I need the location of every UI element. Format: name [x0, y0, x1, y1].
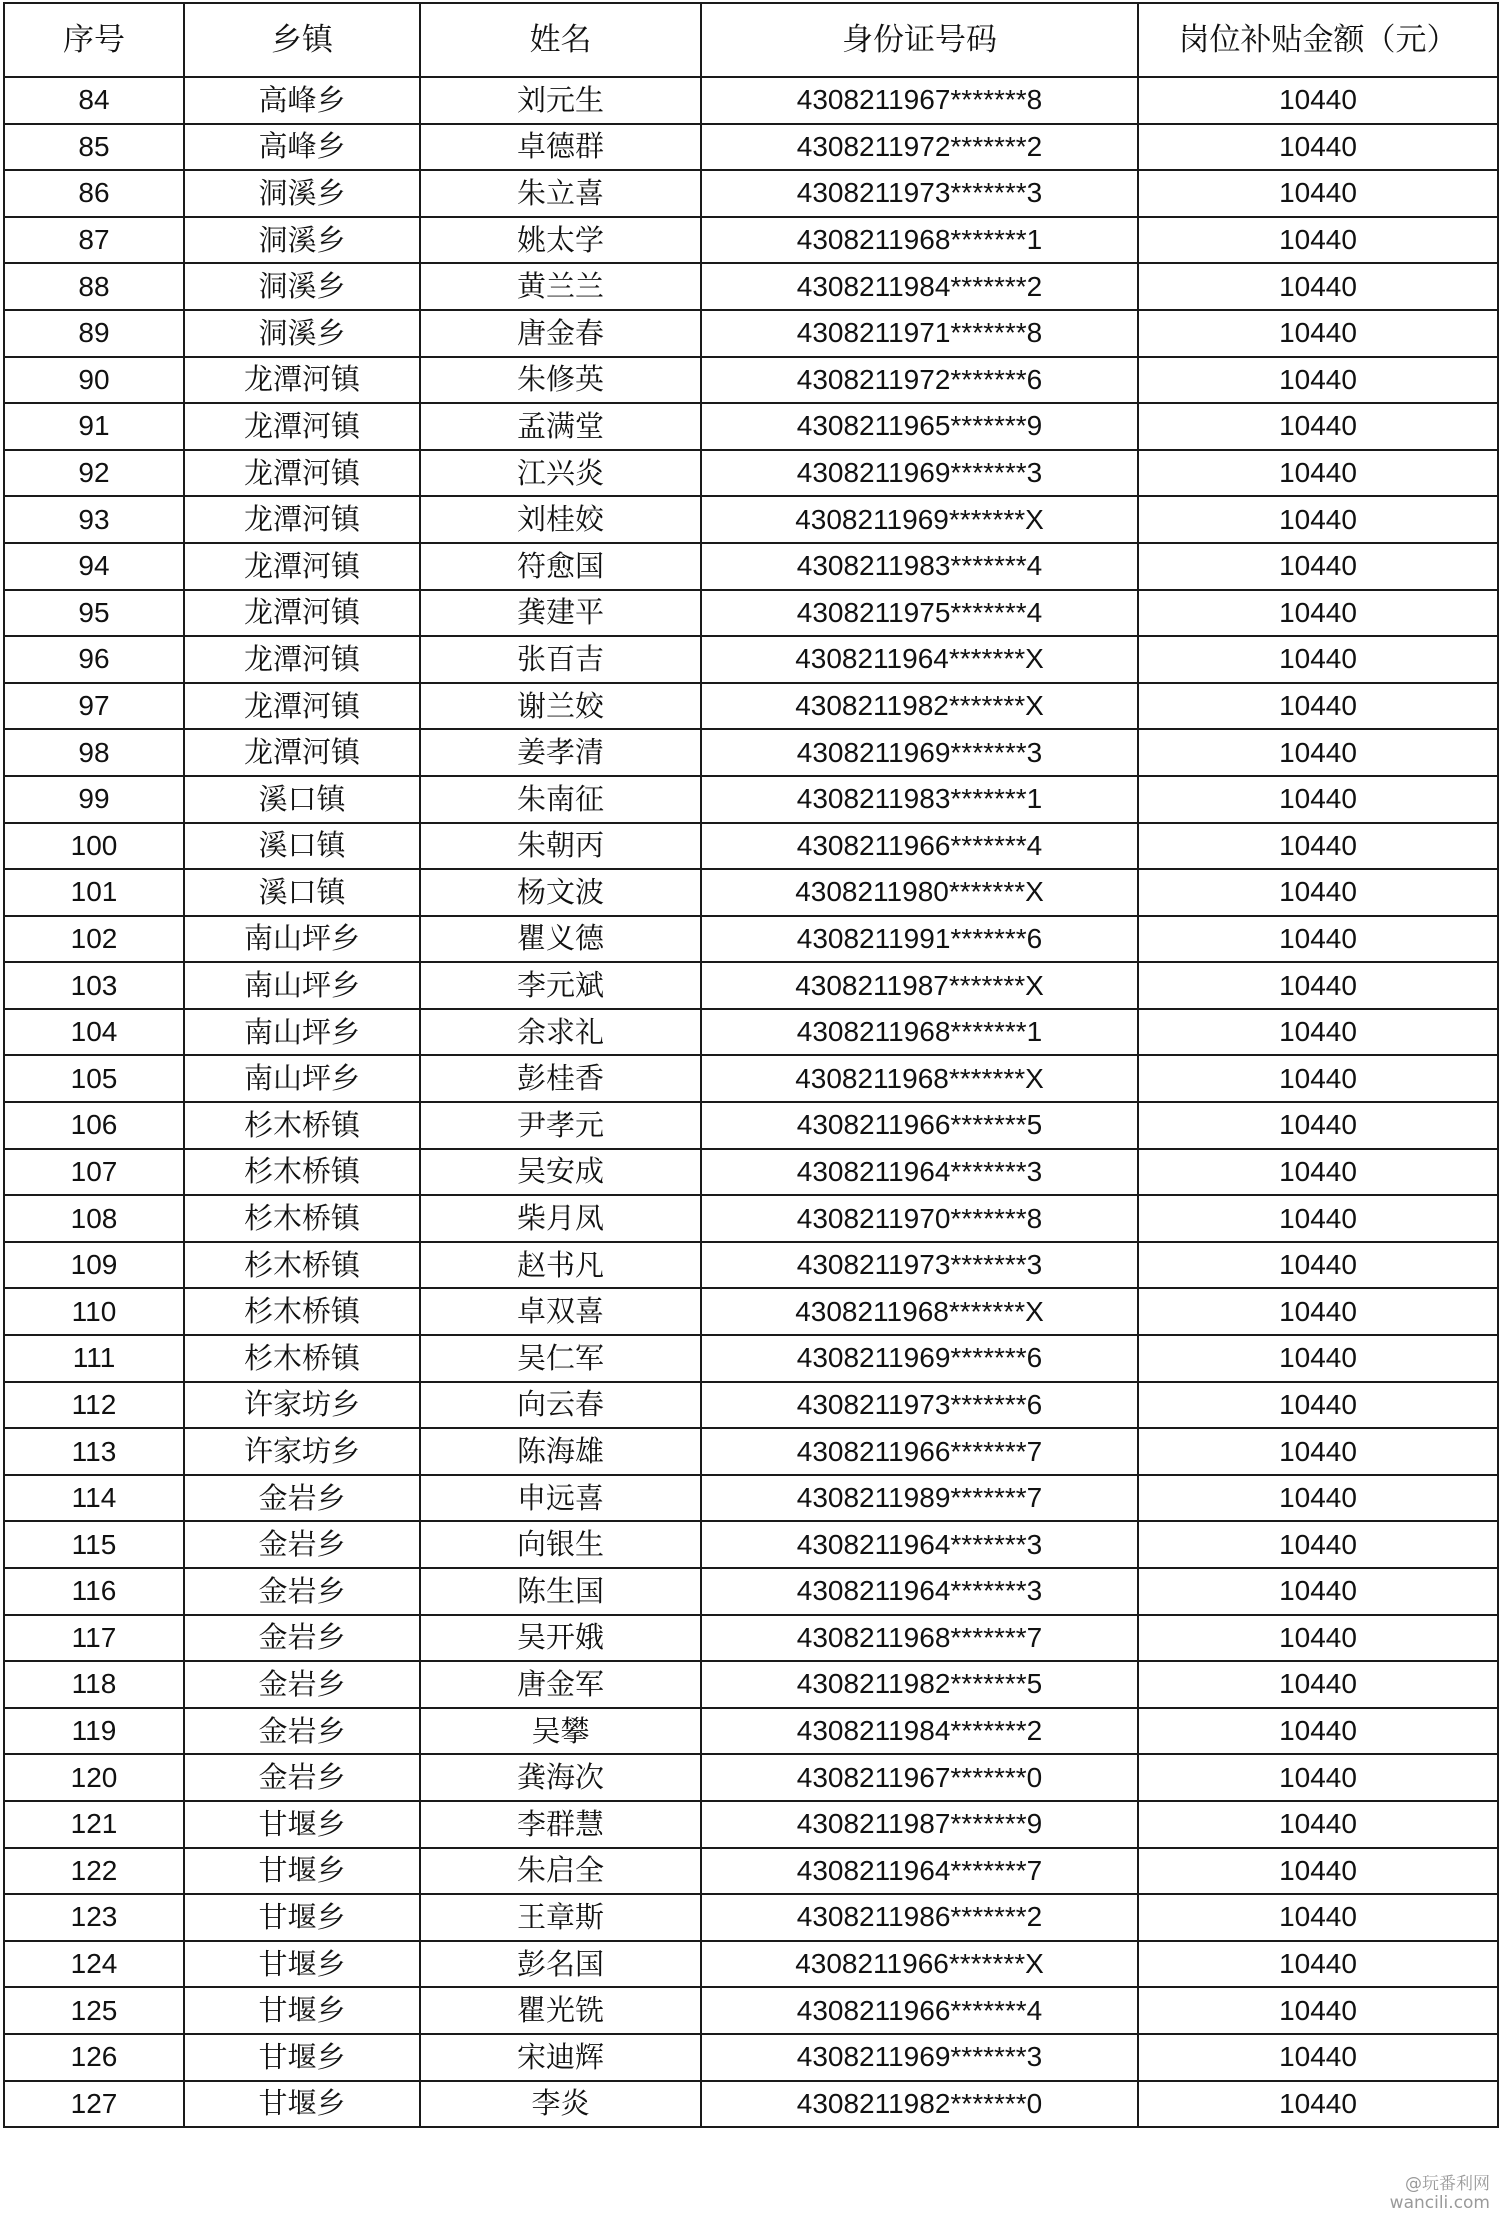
- id-number-cell: 4308211967*******8: [701, 77, 1138, 124]
- subsidy-amount-cell: 10440: [1138, 1428, 1498, 1475]
- subsidy-amount-cell: 10440: [1138, 1242, 1498, 1289]
- id-number-cell: 4308211970*******8: [701, 1195, 1138, 1242]
- name-cell: 姜孝清: [420, 729, 701, 776]
- township-cell: 龙潭河镇: [184, 590, 420, 637]
- id-number-cell: 4308211966*******7: [701, 1428, 1138, 1475]
- subsidy-amount-cell: 10440: [1138, 1661, 1498, 1708]
- serial-number-cell: 88: [4, 263, 184, 310]
- serial-number-cell: 101: [4, 869, 184, 916]
- name-cell: 刘元生: [420, 77, 701, 124]
- name-cell: 张百吉: [420, 636, 701, 683]
- name-cell: 彭名国: [420, 1941, 701, 1988]
- table-row: [4, 1102, 1498, 1149]
- serial-number-cell: 100: [4, 823, 184, 870]
- township-cell: 洞溪乡: [184, 217, 420, 264]
- subsidy-amount-cell: 10440: [1138, 1987, 1498, 2034]
- name-cell: 吴攀: [420, 1708, 701, 1755]
- subsidy-amount-cell: 10440: [1138, 729, 1498, 776]
- township-cell: 甘堰乡: [184, 1894, 420, 1941]
- table-row: [4, 962, 1498, 1009]
- table-row: [4, 1428, 1498, 1475]
- table-row: [4, 1475, 1498, 1522]
- table-row: [4, 496, 1498, 543]
- id-number-cell: 4308211969*******3: [701, 450, 1138, 497]
- header-subsidy-amount: 岗位补贴金额（元）: [1138, 3, 1498, 77]
- serial-number-cell: 121: [4, 1801, 184, 1848]
- serial-number-cell: 111: [4, 1335, 184, 1382]
- serial-number-cell: 118: [4, 1661, 184, 1708]
- name-cell: 龚建平: [420, 590, 701, 637]
- serial-number-cell: 116: [4, 1568, 184, 1615]
- id-number-cell: 4308211969*******X: [701, 496, 1138, 543]
- serial-number-cell: 112: [4, 1382, 184, 1429]
- name-cell: 瞿义德: [420, 916, 701, 963]
- table-row: [4, 1288, 1498, 1335]
- township-cell: 杉木桥镇: [184, 1288, 420, 1335]
- serial-number-cell: 97: [4, 683, 184, 730]
- serial-number-cell: 89: [4, 310, 184, 357]
- table-row: [4, 1987, 1498, 2034]
- table-row: [4, 263, 1498, 310]
- name-cell: 李元斌: [420, 962, 701, 1009]
- table-header: [4, 3, 1498, 77]
- serial-number-cell: 92: [4, 450, 184, 497]
- name-cell: 孟满堂: [420, 403, 701, 450]
- name-cell: 杨文波: [420, 869, 701, 916]
- id-number-cell: 4308211983*******4: [701, 543, 1138, 590]
- table-row: [4, 683, 1498, 730]
- serial-number-cell: 96: [4, 636, 184, 683]
- subsidy-amount-cell: 10440: [1138, 636, 1498, 683]
- township-cell: 杉木桥镇: [184, 1149, 420, 1196]
- id-number-cell: 4308211969*******6: [701, 1335, 1138, 1382]
- table-row: [4, 590, 1498, 637]
- township-cell: 甘堰乡: [184, 1801, 420, 1848]
- table-row: [4, 1335, 1498, 1382]
- subsidy-amount-cell: 10440: [1138, 170, 1498, 217]
- township-cell: 金岩乡: [184, 1615, 420, 1662]
- table-row: [4, 1055, 1498, 1102]
- serial-number-cell: 98: [4, 729, 184, 776]
- subsidy-amount-cell: 10440: [1138, 916, 1498, 963]
- subsidy-amount-cell: 10440: [1138, 403, 1498, 450]
- serial-number-cell: 87: [4, 217, 184, 264]
- township-cell: 南山坪乡: [184, 916, 420, 963]
- subsidy-amount-cell: 10440: [1138, 310, 1498, 357]
- township-cell: 龙潭河镇: [184, 357, 420, 404]
- subsidy-amount-cell: 10440: [1138, 590, 1498, 637]
- serial-number-cell: 103: [4, 962, 184, 1009]
- header-name: 姓名: [420, 3, 701, 77]
- header-id-number: 身份证号码: [701, 3, 1138, 77]
- township-cell: 龙潭河镇: [184, 636, 420, 683]
- township-cell: 龙潭河镇: [184, 729, 420, 776]
- id-number-cell: 4308211982*******5: [701, 1661, 1138, 1708]
- township-cell: 金岩乡: [184, 1754, 420, 1801]
- table-row: [4, 869, 1498, 916]
- name-cell: 柴月凤: [420, 1195, 701, 1242]
- subsidy-amount-cell: 10440: [1138, 217, 1498, 264]
- township-cell: 洞溪乡: [184, 310, 420, 357]
- name-cell: 申远喜: [420, 1475, 701, 1522]
- township-cell: 杉木桥镇: [184, 1242, 420, 1289]
- subsidy-amount-cell: 10440: [1138, 450, 1498, 497]
- subsidy-amount-cell: 10440: [1138, 77, 1498, 124]
- name-cell: 吴安成: [420, 1149, 701, 1196]
- table-row: [4, 1848, 1498, 1895]
- id-number-cell: 4308211966*******4: [701, 1987, 1138, 2034]
- serial-number-cell: 84: [4, 77, 184, 124]
- township-cell: 溪口镇: [184, 776, 420, 823]
- subsidy-amount-cell: 10440: [1138, 1149, 1498, 1196]
- table-row: [4, 636, 1498, 683]
- serial-number-cell: 126: [4, 2034, 184, 2081]
- subsidy-amount-cell: 10440: [1138, 962, 1498, 1009]
- name-cell: 陈海雄: [420, 1428, 701, 1475]
- id-number-cell: 4308211982*******X: [701, 683, 1138, 730]
- id-number-cell: 4308211968*******X: [701, 1288, 1138, 1335]
- id-number-cell: 4308211989*******7: [701, 1475, 1138, 1522]
- name-cell: 朱启全: [420, 1848, 701, 1895]
- id-number-cell: 4308211968*******1: [701, 1009, 1138, 1056]
- serial-number-cell: 99: [4, 776, 184, 823]
- name-cell: 李炎: [420, 2081, 701, 2128]
- serial-number-cell: 115: [4, 1521, 184, 1568]
- table-row: [4, 1568, 1498, 1615]
- name-cell: 江兴炎: [420, 450, 701, 497]
- table-row: [4, 1242, 1498, 1289]
- serial-number-cell: 86: [4, 170, 184, 217]
- subsidy-amount-cell: 10440: [1138, 496, 1498, 543]
- name-cell: 李群慧: [420, 1801, 701, 1848]
- township-cell: 甘堰乡: [184, 1941, 420, 1988]
- id-number-cell: 4308211987*******9: [701, 1801, 1138, 1848]
- name-cell: 向银生: [420, 1521, 701, 1568]
- subsidy-amount-cell: 10440: [1138, 1195, 1498, 1242]
- id-number-cell: 4308211971*******8: [701, 310, 1138, 357]
- table-row: [4, 823, 1498, 870]
- serial-number-cell: 95: [4, 590, 184, 637]
- id-number-cell: 4308211986*******2: [701, 1894, 1138, 1941]
- township-cell: 高峰乡: [184, 77, 420, 124]
- id-number-cell: 4308211966*******X: [701, 1941, 1138, 1988]
- id-number-cell: 4308211964*******3: [701, 1521, 1138, 1568]
- name-cell: 尹孝元: [420, 1102, 701, 1149]
- name-cell: 卓德群: [420, 124, 701, 171]
- township-cell: 甘堰乡: [184, 1848, 420, 1895]
- id-number-cell: 4308211964*******3: [701, 1149, 1138, 1196]
- township-cell: 龙潭河镇: [184, 683, 420, 730]
- table-row: [4, 1801, 1498, 1848]
- subsidy-amount-cell: 10440: [1138, 357, 1498, 404]
- table-row: [4, 543, 1498, 590]
- serial-number-cell: 105: [4, 1055, 184, 1102]
- serial-number-cell: 104: [4, 1009, 184, 1056]
- serial-number-cell: 114: [4, 1475, 184, 1522]
- township-cell: 高峰乡: [184, 124, 420, 171]
- subsidy-amount-cell: 10440: [1138, 1754, 1498, 1801]
- id-number-cell: 4308211968*******7: [701, 1615, 1138, 1662]
- table-row: [4, 124, 1498, 171]
- name-cell: 吴开娥: [420, 1615, 701, 1662]
- serial-number-cell: 85: [4, 124, 184, 171]
- township-cell: 许家坊乡: [184, 1428, 420, 1475]
- township-cell: 南山坪乡: [184, 962, 420, 1009]
- township-cell: 金岩乡: [184, 1521, 420, 1568]
- id-number-cell: 4308211973*******3: [701, 170, 1138, 217]
- township-cell: 南山坪乡: [184, 1009, 420, 1056]
- id-number-cell: 4308211973*******6: [701, 1382, 1138, 1429]
- subsidy-amount-cell: 10440: [1138, 2034, 1498, 2081]
- header-township: 乡镇: [184, 3, 420, 77]
- table-row: [4, 729, 1498, 776]
- township-cell: 溪口镇: [184, 823, 420, 870]
- name-cell: 吴仁军: [420, 1335, 701, 1382]
- id-number-cell: 4308211964*******3: [701, 1568, 1138, 1615]
- name-cell: 赵书凡: [420, 1242, 701, 1289]
- subsidy-amount-cell: 10440: [1138, 1941, 1498, 1988]
- serial-number-cell: 90: [4, 357, 184, 404]
- id-number-cell: 4308211969*******3: [701, 2034, 1138, 2081]
- serial-number-cell: 125: [4, 1987, 184, 2034]
- id-number-cell: 4308211972*******6: [701, 357, 1138, 404]
- name-cell: 向云春: [420, 1382, 701, 1429]
- table-row: [4, 1894, 1498, 1941]
- serial-number-cell: 122: [4, 1848, 184, 1895]
- township-cell: 金岩乡: [184, 1661, 420, 1708]
- table-row: [4, 170, 1498, 217]
- watermark-line-1: @玩番利网: [1405, 2174, 1490, 2194]
- table-row: [4, 357, 1498, 404]
- id-number-cell: 4308211982*******0: [701, 2081, 1138, 2128]
- subsidy-amount-cell: 10440: [1138, 1894, 1498, 1941]
- name-cell: 唐金春: [420, 310, 701, 357]
- serial-number-cell: 108: [4, 1195, 184, 1242]
- name-cell: 谢兰姣: [420, 683, 701, 730]
- id-number-cell: 4308211967*******0: [701, 1754, 1138, 1801]
- name-cell: 彭桂香: [420, 1055, 701, 1102]
- name-cell: 朱立喜: [420, 170, 701, 217]
- subsidy-amount-cell: 10440: [1138, 1009, 1498, 1056]
- serial-number-cell: 120: [4, 1754, 184, 1801]
- subsidy-amount-cell: 10440: [1138, 1801, 1498, 1848]
- id-number-cell: 4308211975*******4: [701, 590, 1138, 637]
- serial-number-cell: 94: [4, 543, 184, 590]
- name-cell: 王章斯: [420, 1894, 701, 1941]
- header-serial-number: 序号: [4, 3, 184, 77]
- name-cell: 宋迪辉: [420, 2034, 701, 2081]
- subsidy-amount-cell: 10440: [1138, 1382, 1498, 1429]
- subsidy-table: [3, 2, 1499, 2128]
- subsidy-amount-cell: 10440: [1138, 1708, 1498, 1755]
- table-row: [4, 1009, 1498, 1056]
- table-row: [4, 1195, 1498, 1242]
- id-number-cell: 4308211966*******4: [701, 823, 1138, 870]
- table-row: [4, 1521, 1498, 1568]
- id-number-cell: 4308211966*******5: [701, 1102, 1138, 1149]
- township-cell: 甘堰乡: [184, 1987, 420, 2034]
- subsidy-amount-cell: 10440: [1138, 683, 1498, 730]
- name-cell: 余求礼: [420, 1009, 701, 1056]
- table-row: [4, 1149, 1498, 1196]
- subsidy-amount-cell: 10440: [1138, 1848, 1498, 1895]
- township-cell: 杉木桥镇: [184, 1102, 420, 1149]
- subsidy-amount-cell: 10440: [1138, 543, 1498, 590]
- serial-number-cell: 91: [4, 403, 184, 450]
- name-cell: 瞿光铣: [420, 1987, 701, 2034]
- township-cell: 金岩乡: [184, 1568, 420, 1615]
- serial-number-cell: 124: [4, 1941, 184, 1988]
- id-number-cell: 4308211980*******X: [701, 869, 1138, 916]
- table-row: [4, 1615, 1498, 1662]
- id-number-cell: 4308211991*******6: [701, 916, 1138, 963]
- id-number-cell: 4308211983*******1: [701, 776, 1138, 823]
- table-row: [4, 310, 1498, 357]
- subsidy-amount-cell: 10440: [1138, 1521, 1498, 1568]
- table-body: [4, 77, 1498, 2127]
- subsidy-amount-cell: 10440: [1138, 1615, 1498, 1662]
- township-cell: 金岩乡: [184, 1708, 420, 1755]
- serial-number-cell: 102: [4, 916, 184, 963]
- serial-number-cell: 93: [4, 496, 184, 543]
- subsidy-amount-cell: 10440: [1138, 1102, 1498, 1149]
- name-cell: 卓双喜: [420, 1288, 701, 1335]
- name-cell: 黄兰兰: [420, 263, 701, 310]
- serial-number-cell: 127: [4, 2081, 184, 2128]
- table-row: [4, 77, 1498, 124]
- township-cell: 龙潭河镇: [184, 450, 420, 497]
- subsidy-amount-cell: 10440: [1138, 823, 1498, 870]
- serial-number-cell: 117: [4, 1615, 184, 1662]
- name-cell: 朱南征: [420, 776, 701, 823]
- id-number-cell: 4308211973*******3: [701, 1242, 1138, 1289]
- subsidy-amount-cell: 10440: [1138, 1335, 1498, 1382]
- name-cell: 唐金军: [420, 1661, 701, 1708]
- id-number-cell: 4308211987*******X: [701, 962, 1138, 1009]
- serial-number-cell: 106: [4, 1102, 184, 1149]
- table-row: [4, 1754, 1498, 1801]
- watermark: [1380, 2175, 1490, 2213]
- id-number-cell: 4308211972*******2: [701, 124, 1138, 171]
- subsidy-amount-cell: 10440: [1138, 1055, 1498, 1102]
- table-row: [4, 403, 1498, 450]
- id-number-cell: 4308211984*******2: [701, 263, 1138, 310]
- name-cell: 龚海次: [420, 1754, 701, 1801]
- table-row: [4, 450, 1498, 497]
- name-cell: 刘桂姣: [420, 496, 701, 543]
- id-number-cell: 4308211964*******X: [701, 636, 1138, 683]
- serial-number-cell: 109: [4, 1242, 184, 1289]
- name-cell: 朱朝丙: [420, 823, 701, 870]
- table-row: [4, 1382, 1498, 1429]
- township-cell: 杉木桥镇: [184, 1195, 420, 1242]
- serial-number-cell: 123: [4, 1894, 184, 1941]
- township-cell: 南山坪乡: [184, 1055, 420, 1102]
- table-row: [4, 1661, 1498, 1708]
- table-row: [4, 916, 1498, 963]
- township-cell: 龙潭河镇: [184, 403, 420, 450]
- subsidy-amount-cell: 10440: [1138, 1475, 1498, 1522]
- serial-number-cell: 107: [4, 1149, 184, 1196]
- township-cell: 龙潭河镇: [184, 543, 420, 590]
- name-cell: 姚太学: [420, 217, 701, 264]
- watermark-line-2: wancili.com: [1389, 2193, 1490, 2213]
- township-cell: 杉木桥镇: [184, 1335, 420, 1382]
- id-number-cell: 4308211965*******9: [701, 403, 1138, 450]
- name-cell: 符愈国: [420, 543, 701, 590]
- subsidy-amount-cell: 10440: [1138, 263, 1498, 310]
- subsidy-amount-cell: 10440: [1138, 1568, 1498, 1615]
- township-cell: 龙潭河镇: [184, 496, 420, 543]
- serial-number-cell: 113: [4, 1428, 184, 1475]
- subsidy-amount-cell: 10440: [1138, 1288, 1498, 1335]
- serial-number-cell: 110: [4, 1288, 184, 1335]
- township-cell: 甘堰乡: [184, 2034, 420, 2081]
- table-row: [4, 2034, 1498, 2081]
- id-number-cell: 4308211968*******1: [701, 217, 1138, 264]
- table-row: [4, 217, 1498, 264]
- table-row: [4, 2081, 1498, 2128]
- subsidy-amount-cell: 10440: [1138, 869, 1498, 916]
- id-number-cell: 4308211968*******X: [701, 1055, 1138, 1102]
- table-row: [4, 776, 1498, 823]
- township-cell: 洞溪乡: [184, 263, 420, 310]
- township-cell: 许家坊乡: [184, 1382, 420, 1429]
- header-row: [4, 3, 1498, 77]
- township-cell: 溪口镇: [184, 869, 420, 916]
- name-cell: 陈生国: [420, 1568, 701, 1615]
- id-number-cell: 4308211984*******2: [701, 1708, 1138, 1755]
- subsidy-amount-cell: 10440: [1138, 2081, 1498, 2128]
- id-number-cell: 4308211969*******3: [701, 729, 1138, 776]
- table-row: [4, 1708, 1498, 1755]
- subsidy-amount-cell: 10440: [1138, 124, 1498, 171]
- id-number-cell: 4308211964*******7: [701, 1848, 1138, 1895]
- serial-number-cell: 119: [4, 1708, 184, 1755]
- township-cell: 洞溪乡: [184, 170, 420, 217]
- township-cell: 金岩乡: [184, 1475, 420, 1522]
- name-cell: 朱修英: [420, 357, 701, 404]
- township-cell: 甘堰乡: [184, 2081, 420, 2128]
- subsidy-amount-cell: 10440: [1138, 776, 1498, 823]
- table-row: [4, 1941, 1498, 1988]
